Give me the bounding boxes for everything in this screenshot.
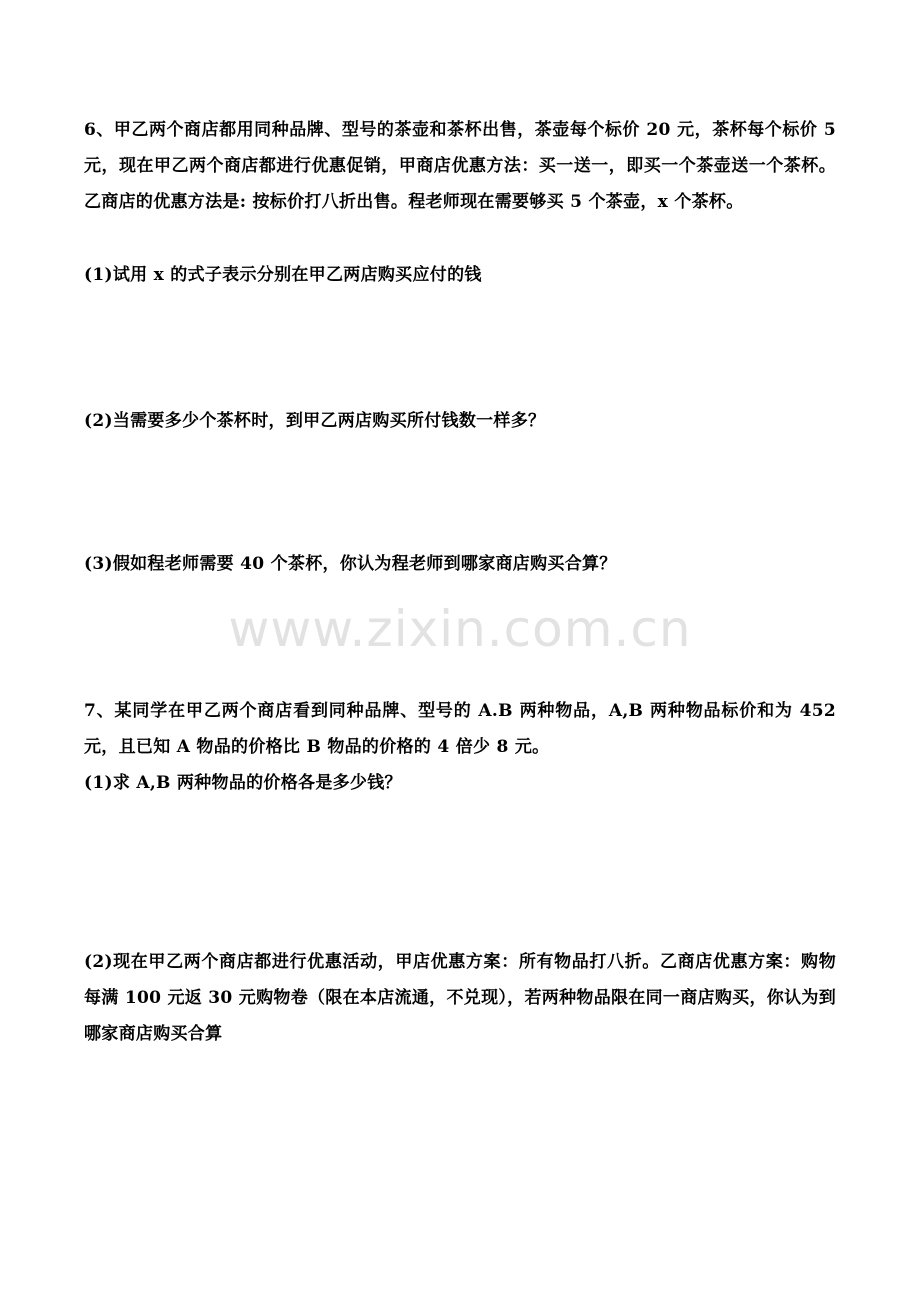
problem-6-stem: 6、甲乙两个商店都用同种品牌、型号的茶壶和茶杯出售，茶壶每个标价 20 元，茶杯每个标价 5 元，现在甲乙两个商店都进行优惠促销，甲商店优惠方法：买一送一，即买一个茶壶送一个茶杯。乙商店的优惠方法是: 按标价打八折出售。程老师现在需要够买 5 个茶壶，x 个茶杯。 <box>84 120 836 212</box>
problem-6-question-1: (1)试用 x 的式子表示分别在甲乙两店购买应付的钱 <box>84 265 482 285</box>
problem-7-stem: 7、某同学在甲乙两个商店看到同种品牌、型号的 A.B 两种物品，A,B 两种物品标价和为 452 元，且已知 A 物品的价格比 B 物品的价格的 4 倍少 8 元。 <box>84 701 836 757</box>
problem-6-question-3: (3)假如程老师需要 40 个茶杯，你认为程老师到哪家商店购买合算？ <box>84 554 617 574</box>
problem-6-question-2: (2)当需要多少个茶杯时，到甲乙两店购买所付钱数一样多？ <box>84 411 546 431</box>
problem-7-question-2: (2)现在甲乙两个商店都进行优惠活动，甲店优惠方案：所有物品打八折。乙商店优惠方案：购物每满 100 元返 30 元购物卷（限在本店流通，不兑现），若两种物品限在同一商店购买，你认为到哪家商店购买合算 <box>84 952 836 1044</box>
watermark: www.zixin.com.cn <box>228 600 692 658</box>
problem-7-question-1: (1)求 A,B 两种物品的价格各是多少钱？ <box>84 773 402 793</box>
